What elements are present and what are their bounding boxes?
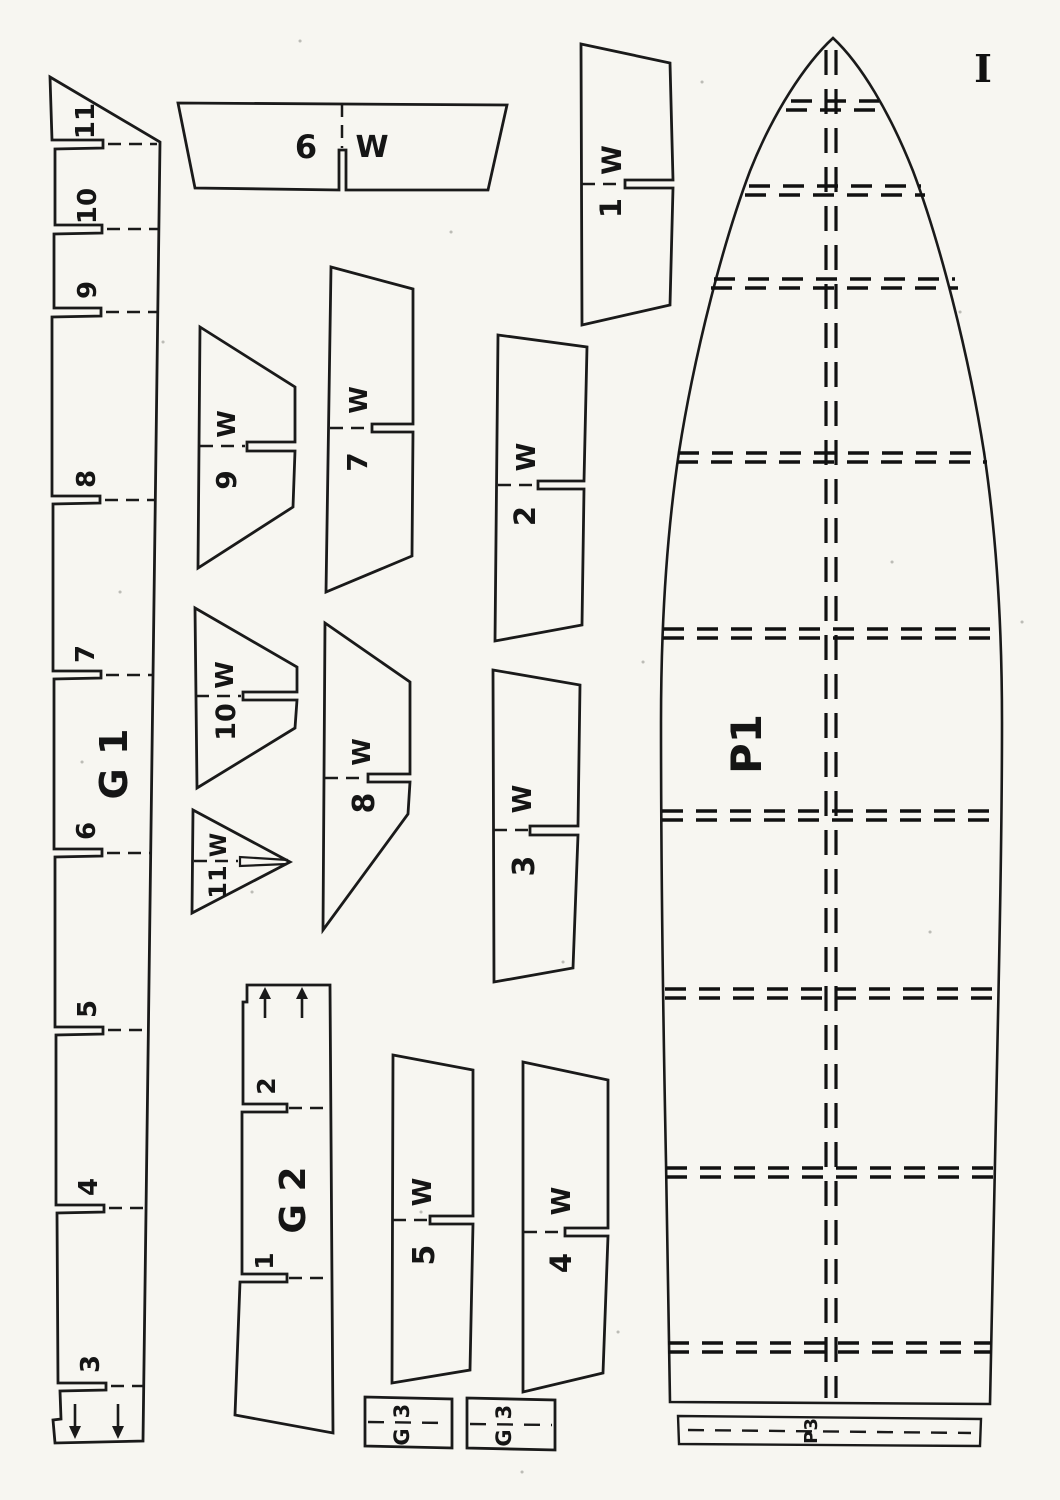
- rib7-outline: [326, 267, 413, 592]
- g2-grain-arrow-icons: [259, 987, 308, 1018]
- g1-notch-label: 11: [71, 102, 101, 140]
- rib10-outline: [195, 608, 297, 788]
- rib2-wing-mark: W: [512, 442, 542, 472]
- p3-part-label: P3: [801, 1418, 822, 1444]
- p1-outline: [661, 38, 1002, 1404]
- part-g1: [50, 77, 160, 1443]
- rib7-number: 7: [341, 452, 374, 472]
- g1-notch-label: 8: [72, 469, 102, 489]
- rib9-number: 9: [210, 470, 243, 490]
- rib2-outline: [495, 335, 587, 641]
- part-g2: [235, 985, 333, 1433]
- rib8-outline: [323, 623, 410, 930]
- rib7-wing-mark: W: [344, 386, 373, 414]
- g1-notch-label: 3: [76, 1354, 106, 1374]
- p1-centerline: [826, 50, 836, 1398]
- g3-right-letter: G: [492, 1429, 516, 1447]
- rib-4: [523, 1062, 608, 1392]
- rib-2: [495, 335, 587, 641]
- rib8-number: 8: [347, 792, 382, 814]
- rib8-wing-mark: W: [347, 738, 376, 766]
- rib10-number: 10: [211, 703, 242, 741]
- g3-left-fold-line: [368, 1422, 449, 1423]
- rib-7: [326, 267, 413, 592]
- rib5-wing-mark: W: [408, 1177, 438, 1207]
- part-g3-right: [467, 1398, 555, 1450]
- g2-notch-label: 1: [250, 1252, 279, 1270]
- g3-left-number: 3: [390, 1403, 414, 1419]
- g2-notch-label: 2: [252, 1077, 281, 1095]
- g2-part-label: G 2: [273, 1166, 314, 1234]
- rib6-number: 6: [294, 128, 318, 166]
- g1-grain-arrow-icons: [69, 1404, 124, 1439]
- part-p3: [678, 1416, 981, 1446]
- g1-notch-label: 7: [71, 644, 101, 664]
- sheet-number-mark: I: [974, 46, 992, 91]
- p3-centerline: [688, 1430, 971, 1433]
- g1-notch-label: 5: [73, 999, 103, 1019]
- rib6-wing-mark: W: [355, 130, 389, 165]
- g3-right-fold-line: [470, 1424, 552, 1425]
- p1-part-label: P1: [722, 713, 771, 775]
- rib10-wing-mark: W: [210, 661, 239, 689]
- rib9-wing-mark: W: [212, 410, 241, 438]
- g1-notch-label: 10: [73, 187, 103, 225]
- part-p1: [661, 38, 1002, 1404]
- g1-notch-label: 4: [74, 1177, 104, 1197]
- rib9-outline: [198, 327, 295, 568]
- rib3-outline: [493, 670, 580, 982]
- rib11-wing-mark: W: [207, 832, 232, 858]
- p1-station-lines: [662, 101, 1001, 1352]
- g3-left-letter: G: [390, 1428, 414, 1446]
- g1-part-label: G 1: [92, 728, 136, 800]
- rib11-number: 11: [204, 865, 232, 899]
- rib-1: [581, 44, 673, 325]
- rib4-outline: [523, 1062, 608, 1392]
- rib4-wing-mark: W: [547, 1186, 577, 1216]
- rib2-number: 2: [508, 505, 542, 527]
- rib1-wing-mark: W: [597, 145, 628, 175]
- rib3-wing-mark: W: [508, 784, 538, 814]
- rib5-number: 5: [407, 1244, 442, 1266]
- rib3-number: 3: [507, 855, 542, 877]
- g1-notch-label: 6: [72, 821, 102, 841]
- rib4-number: 4: [544, 1252, 578, 1274]
- part-g3-left: [365, 1397, 452, 1448]
- rib-9: [198, 327, 295, 568]
- rib1-number: 1: [594, 197, 628, 219]
- g3-right-number: 3: [492, 1404, 516, 1420]
- rib-3: [493, 670, 580, 982]
- rib-11: [192, 810, 290, 913]
- rib-10: [195, 608, 297, 788]
- g1-notch-label: 9: [73, 280, 103, 300]
- rib-5: [392, 1055, 473, 1383]
- rib-6: [178, 103, 507, 190]
- rib-8: [323, 623, 410, 930]
